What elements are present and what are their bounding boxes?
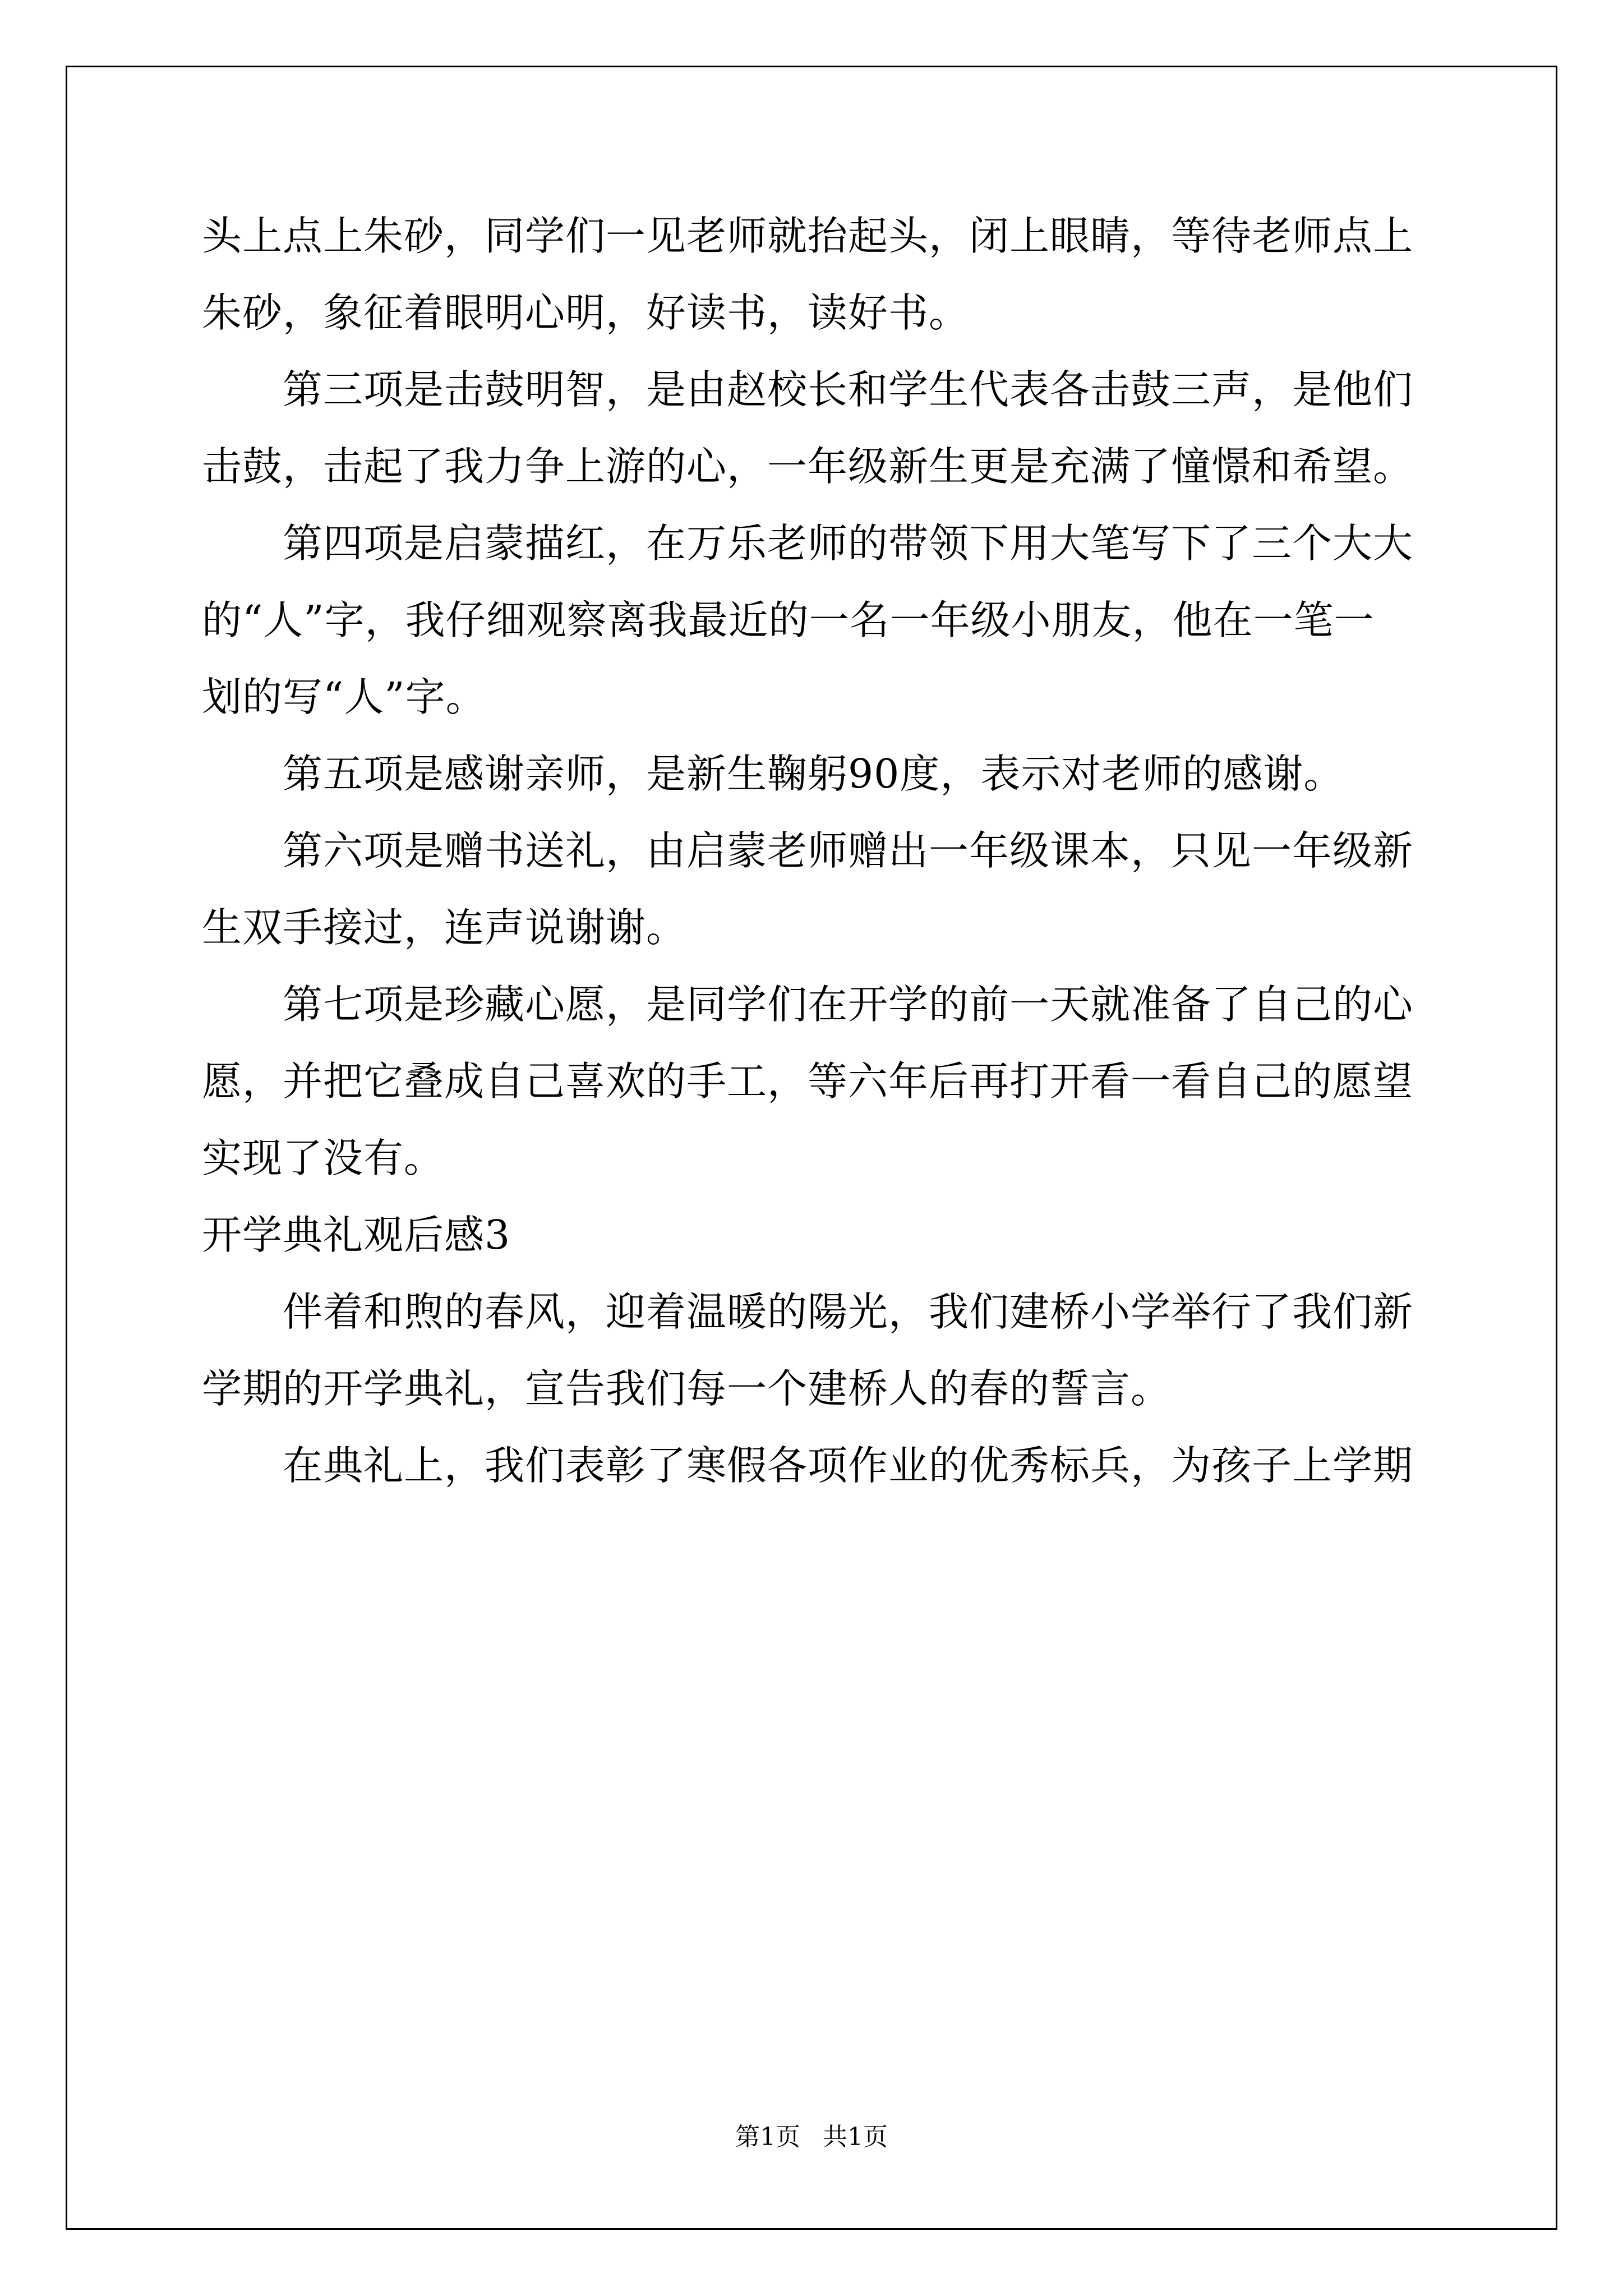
document-body [202, 208, 1427, 1514]
text-line-8: 第五项是感谢亲师，是新生鞠躬90度，表示对老师的感谢。 [283, 751, 1344, 797]
text-line-16: 学期的开学典礼，宣告我们每一个建桥人的春的誓言。 [202, 1365, 1172, 1412]
page-number-current: 第1页 [735, 2123, 800, 2151]
text-line-9: 第六项是赠书送礼，由启蒙老师赠出一年级课本，只见一年级新 [283, 827, 1414, 874]
text-line-12: 愿，并把它叠成自己喜欢的手工，等六年后再打开看一看自己的愿望 [202, 1058, 1414, 1105]
text-line-11: 第七项是珍藏心愿，是同学们在开学的前一天就准备了自己的心 [283, 981, 1414, 1028]
text-line-10: 生双手接过，连声说谢谢。 [202, 904, 687, 951]
text-line-13: 实现了没有。 [202, 1135, 445, 1181]
text-line-1: 头上点上朱砂，同学们一见老师就抬起头，闭上眼睛，等待老师点上 [202, 213, 1414, 259]
text-line-3: 第三项是击鼓明智，是由赵校长和学生代表各击鼓三声，是他们 [283, 366, 1414, 413]
page-number-total: 共1页 [823, 2123, 888, 2151]
text-line-17: 在典礼上，我们表彰了寒假各项作业的优秀标兵，为孩子上学期 [283, 1442, 1414, 1489]
text-line-7: 划的写“人”字。 [202, 674, 486, 720]
section-heading: 开学典礼观后感3 [202, 1212, 511, 1258]
text-line-5: 第四项是启蒙描红，在万乐老师的带领下用大笔写下了三个大大 [283, 520, 1414, 567]
text-line-15: 伴着和煦的春风，迎着温暖的陽光，我们建桥小学举行了我们新 [283, 1289, 1414, 1335]
page-footer [0, 2120, 1623, 2154]
text-line-2: 朱砂，象征着眼明心明，好读书，读好书。 [202, 289, 970, 336]
text-line-4: 击鼓，击起了我力争上游的心，一年级新生更是充满了憧憬和希望。 [202, 443, 1414, 490]
text-line-6: 的“人”字，我仔细观察离我最近的一名一年级小朋友，他在一笔一 [202, 597, 1375, 643]
